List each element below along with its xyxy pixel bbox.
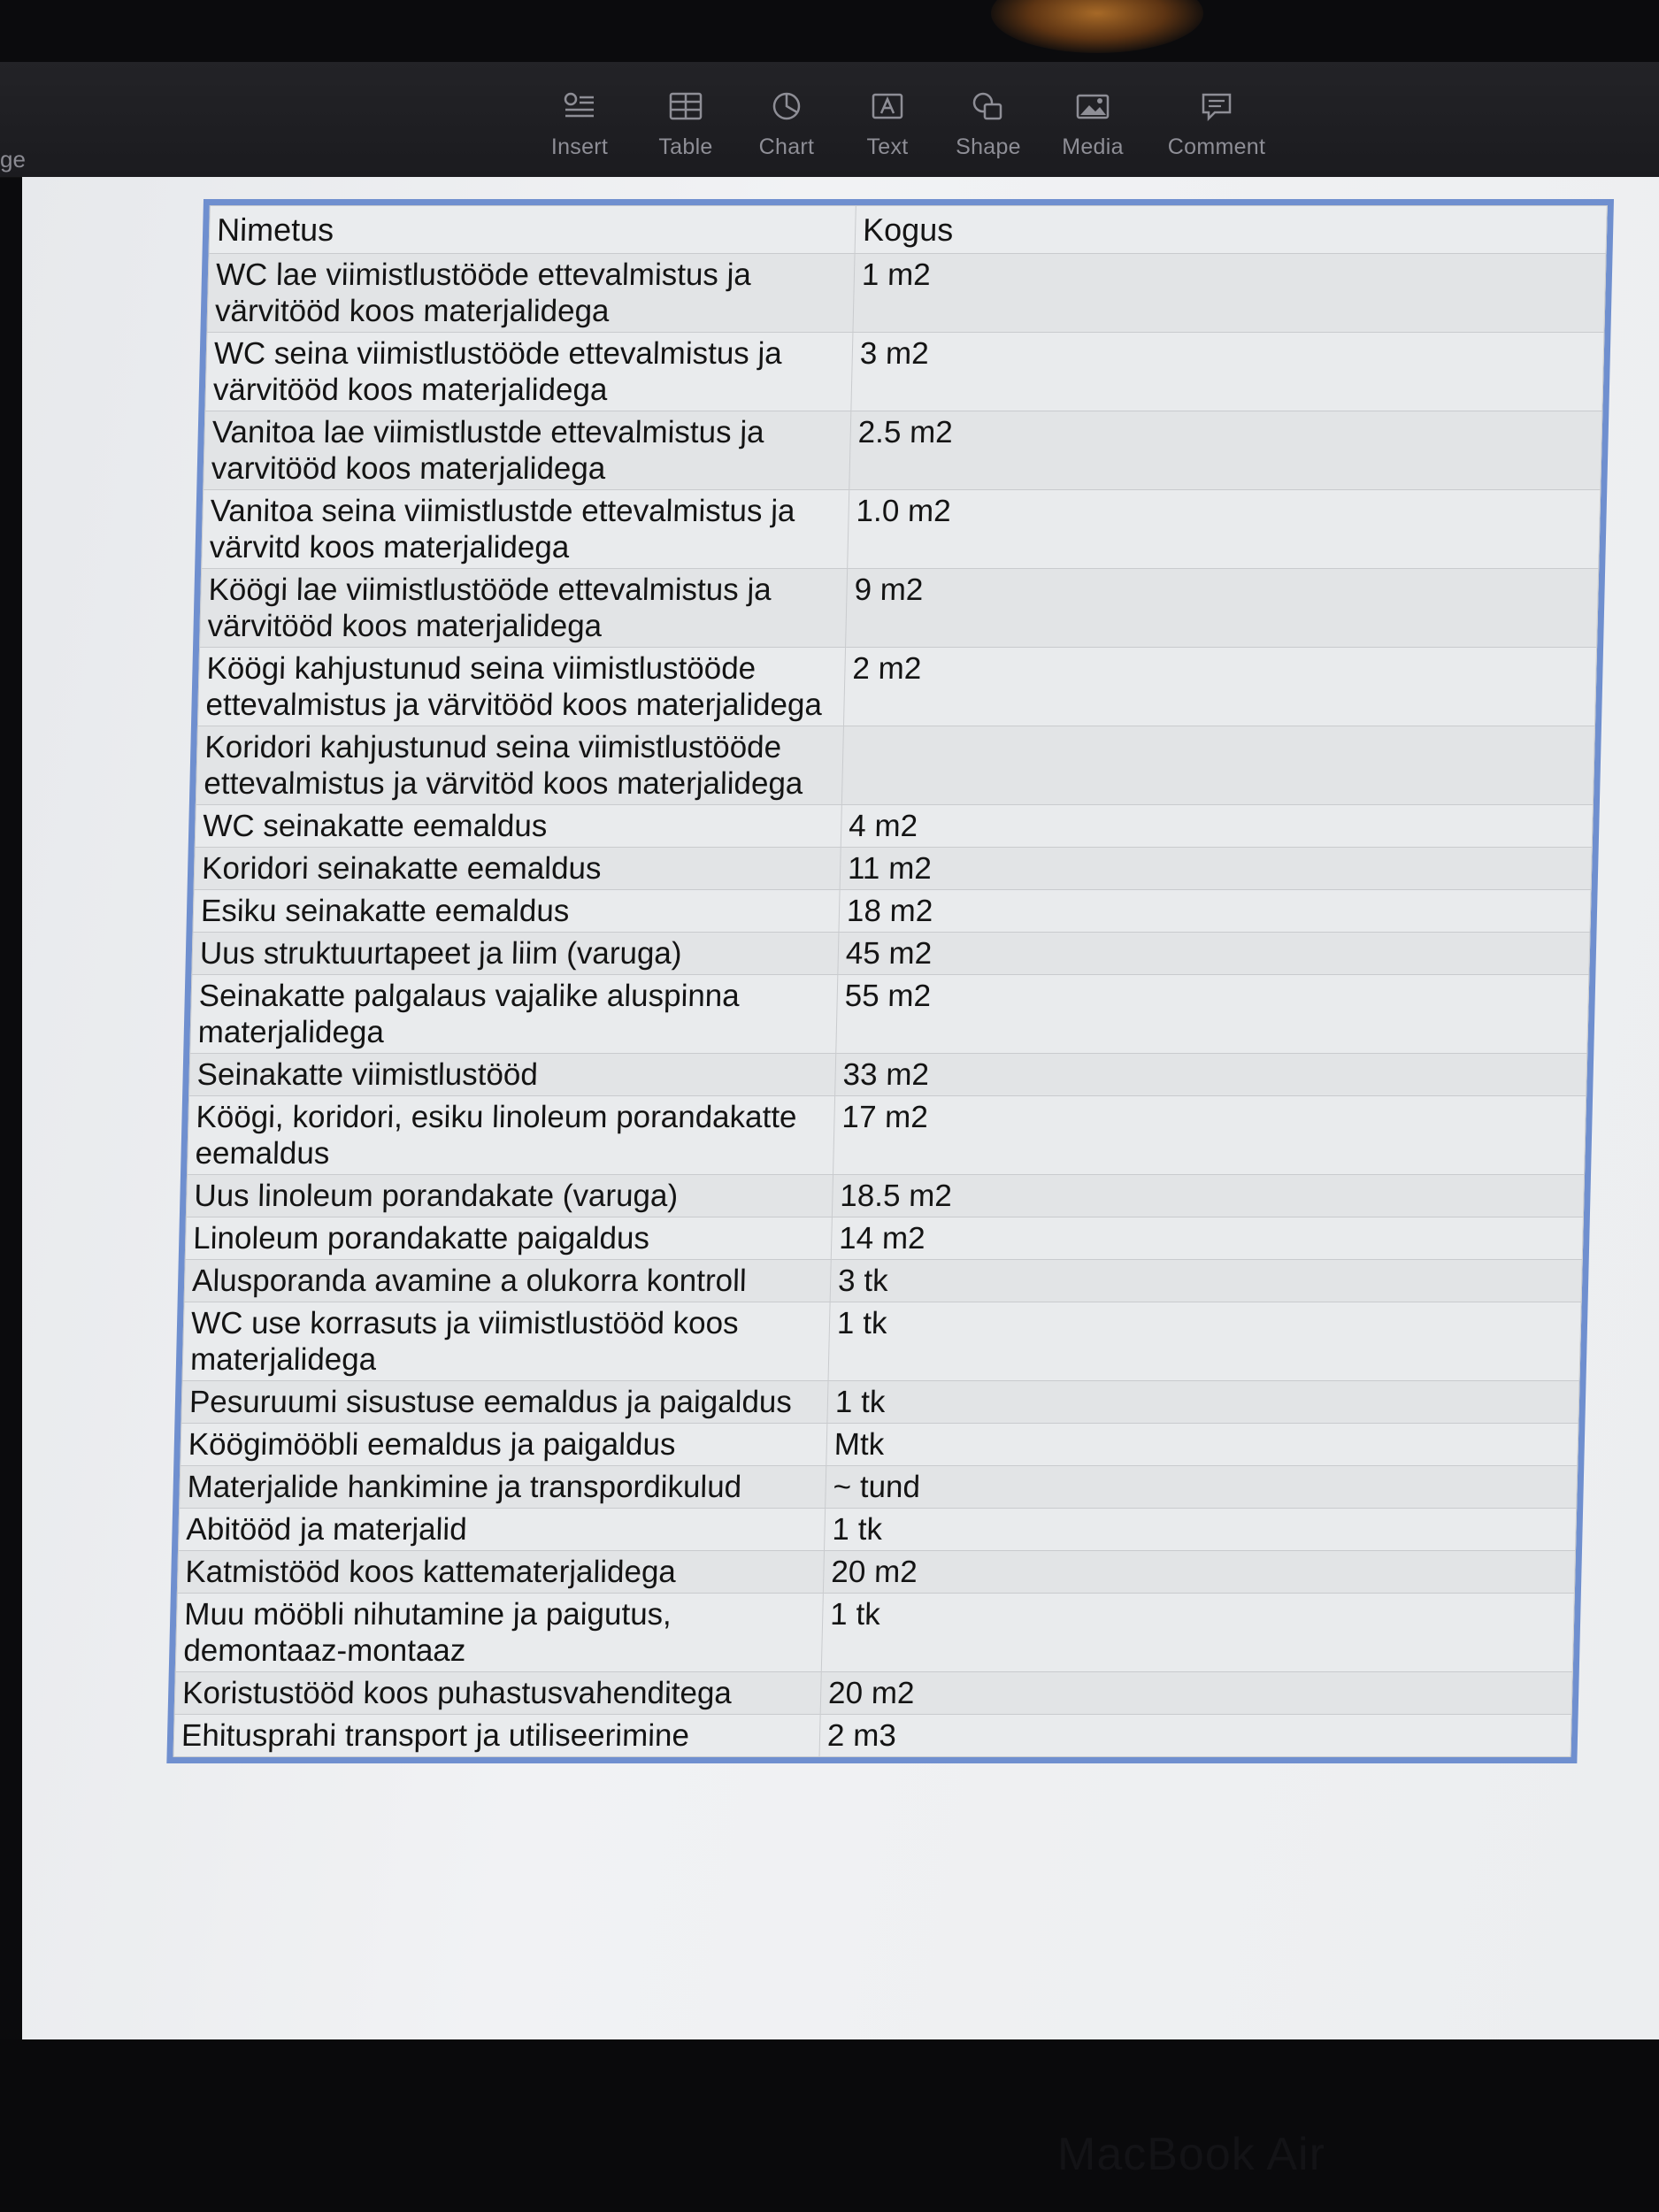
cell-kogus[interactable]: 2 m2	[843, 648, 1596, 726]
insert-label: Insert	[550, 134, 609, 159]
table-row	[193, 890, 1591, 933]
cell-nimetus[interactable]: Pesuruumi sisustuse eemaldus ja paigaldus	[181, 1381, 828, 1424]
cell-kogus[interactable]: 2 m3	[819, 1715, 1571, 1757]
cell-kogus[interactable]: Mtk	[826, 1424, 1578, 1466]
cell-nimetus[interactable]: Köögi kahjustunud seina viimistlustööde ettevalmistus ja värvitööd koos materjalidega	[197, 648, 845, 726]
cell-kogus[interactable]: 1 tk	[821, 1594, 1574, 1672]
cell-kogus[interactable]: ~ tund	[826, 1466, 1578, 1509]
cell-kogus[interactable]: 20 m2	[820, 1672, 1572, 1715]
laptop-brand-text: MacBook Air	[1057, 2129, 1325, 2180]
cell-kogus[interactable]: 3 m2	[851, 333, 1604, 411]
cell-kogus[interactable]: 11 m2	[840, 848, 1592, 890]
table-row	[197, 648, 1596, 726]
table-row	[189, 1054, 1587, 1096]
cell-nimetus[interactable]: Koristustööd koos puhastusvahenditega	[174, 1672, 821, 1715]
app-toolbar	[0, 62, 1659, 178]
table-row	[173, 1715, 1571, 1757]
table-row	[181, 1381, 1579, 1424]
comment-button[interactable]	[1155, 88, 1279, 173]
cell-nimetus[interactable]: Vanitoa seina viimistlustde ettevalmistus ja värvitd koos materjalidega	[202, 490, 849, 569]
text-icon	[868, 88, 907, 124]
shape-icon	[969, 88, 1008, 124]
table-icon	[666, 88, 705, 124]
quantity-table[interactable]	[166, 199, 1614, 1763]
table-row	[205, 333, 1604, 411]
table-row	[174, 1672, 1572, 1715]
cell-nimetus[interactable]: Esiku seinakatte eemaldus	[193, 890, 840, 933]
cell-nimetus[interactable]: Köögi lae viimistlustööde ettevalmistus ja värvitööd koos materjalidega	[200, 569, 848, 648]
cell-nimetus[interactable]: WC seinakatte eemaldus	[195, 805, 841, 848]
table-row	[182, 1302, 1581, 1381]
cell-kogus[interactable]: 1 tk	[825, 1509, 1577, 1551]
table-row	[192, 933, 1590, 975]
table-body	[173, 254, 1606, 1757]
cell-kogus[interactable]: 20 m2	[823, 1551, 1575, 1594]
cell-kogus[interactable]: 1 tk	[827, 1381, 1579, 1424]
cell-nimetus[interactable]: Koridori kahjustunud seina viimistlustööde ettevalmistus ja värvitöd koos materjalidega	[196, 726, 843, 805]
cell-kogus[interactable]: 4 m2	[841, 805, 1593, 848]
chart-icon	[767, 88, 806, 124]
cell-kogus[interactable]: 2.5 m2	[849, 411, 1602, 490]
table-row	[184, 1260, 1582, 1302]
cell-nimetus[interactable]: Ehitusprahi transport ja utiliseerimine	[173, 1715, 820, 1757]
cell-kogus[interactable]: 33 m2	[835, 1054, 1587, 1096]
insert-icon	[560, 88, 599, 124]
media-icon	[1073, 88, 1112, 124]
cell-kogus[interactable]: 18 m2	[839, 890, 1591, 933]
sidebar-edge-label: ge	[0, 146, 26, 173]
table-header-row	[209, 206, 1607, 254]
table-row	[185, 1217, 1583, 1260]
cell-nimetus[interactable]: Uus linoleum porandakate (varuga)	[186, 1175, 833, 1217]
cell-nimetus[interactable]: Muu mööbli nihutamine ja paigutus, demontaaz-montaaz	[175, 1594, 823, 1672]
column-header-nimetus[interactable]: Nimetus	[209, 206, 856, 254]
chart-label: Chart	[758, 134, 815, 159]
cell-nimetus[interactable]: Seinakatte palgalaus vajalike aluspinna materjalidega	[190, 975, 838, 1054]
cell-kogus[interactable]: 3 tk	[830, 1260, 1582, 1302]
camera-reflection	[991, 0, 1203, 53]
table-row	[200, 569, 1599, 648]
table-row	[195, 805, 1593, 848]
cell-kogus[interactable]: 18.5 m2	[832, 1175, 1584, 1217]
cell-nimetus[interactable]: Abitööd ja materjalid	[179, 1509, 826, 1551]
cell-kogus[interactable]: 45 m2	[838, 933, 1590, 975]
cell-nimetus[interactable]: Köögimööbli eemaldus ja paigaldus	[180, 1424, 827, 1466]
table-row	[179, 1509, 1577, 1551]
cell-kogus[interactable]: 14 m2	[831, 1217, 1583, 1260]
media-label: Media	[1062, 134, 1124, 159]
cell-nimetus[interactable]: WC use korrasuts ja viimistlustööd koos materjalidega	[182, 1302, 830, 1381]
cell-nimetus[interactable]: Uus struktuurtapeet ja liim (varuga)	[192, 933, 839, 975]
cell-kogus[interactable]: 1.0 m2	[848, 490, 1601, 569]
cell-nimetus[interactable]: Köögi, koridori, esiku linoleum porandakatte eemaldus	[188, 1096, 835, 1175]
text-label: Text	[866, 134, 909, 159]
laptop-bezel-bottom	[0, 2039, 1659, 2212]
cell-nimetus[interactable]: Alusporanda avamine a olukorra kontroll	[184, 1260, 831, 1302]
cell-kogus[interactable]	[841, 726, 1594, 805]
insert-button[interactable]	[518, 88, 641, 173]
cell-nimetus[interactable]: Seinakatte viimistlustööd	[189, 1054, 836, 1096]
shape-label: Shape	[956, 134, 1021, 159]
cell-kogus[interactable]: 55 m2	[836, 975, 1589, 1054]
table-row	[188, 1096, 1586, 1175]
table-row	[202, 490, 1601, 569]
cell-nimetus[interactable]: WC lae viimistlustööde ettevalmistus ja värvitööd koos materjalidega	[207, 254, 855, 333]
table-row	[186, 1175, 1584, 1217]
comment-icon	[1197, 88, 1236, 124]
table-row	[177, 1551, 1575, 1594]
document-page	[22, 177, 1659, 2039]
table-row	[180, 1424, 1578, 1466]
table-row	[190, 975, 1589, 1054]
table-label: Table	[658, 134, 713, 159]
comment-label: Comment	[1167, 134, 1266, 159]
table-row	[196, 726, 1594, 805]
cell-nimetus[interactable]: Katmistööd koos kattematerjalidega	[177, 1551, 824, 1594]
table-row	[175, 1594, 1574, 1672]
cell-kogus[interactable]: 1 m2	[853, 254, 1606, 333]
media-button[interactable]	[1031, 88, 1155, 173]
column-header-kogus[interactable]: Kogus	[855, 206, 1607, 254]
cell-kogus[interactable]: 9 m2	[846, 569, 1599, 648]
cell-nimetus[interactable]: Koridori seinakatte eemaldus	[194, 848, 841, 890]
table-row	[180, 1466, 1578, 1509]
table-row	[204, 411, 1602, 490]
table-row	[194, 848, 1592, 890]
cell-nimetus[interactable]: WC seina viimistlustööde ettevalmistus ja värvitööd koos materjalidega	[205, 333, 853, 411]
table-row	[207, 254, 1606, 333]
cell-nimetus[interactable]: Vanitoa lae viimistlustde ettevalmistus ja varvitööd koos materjalidega	[204, 411, 851, 490]
cell-kogus[interactable]: 1 tk	[828, 1302, 1581, 1381]
cell-nimetus[interactable]: Materjalide hankimine ja transpordikulud	[180, 1466, 826, 1509]
cell-kogus[interactable]: 17 m2	[833, 1096, 1586, 1175]
cell-nimetus[interactable]: Linoleum porandakatte paigaldus	[185, 1217, 832, 1260]
